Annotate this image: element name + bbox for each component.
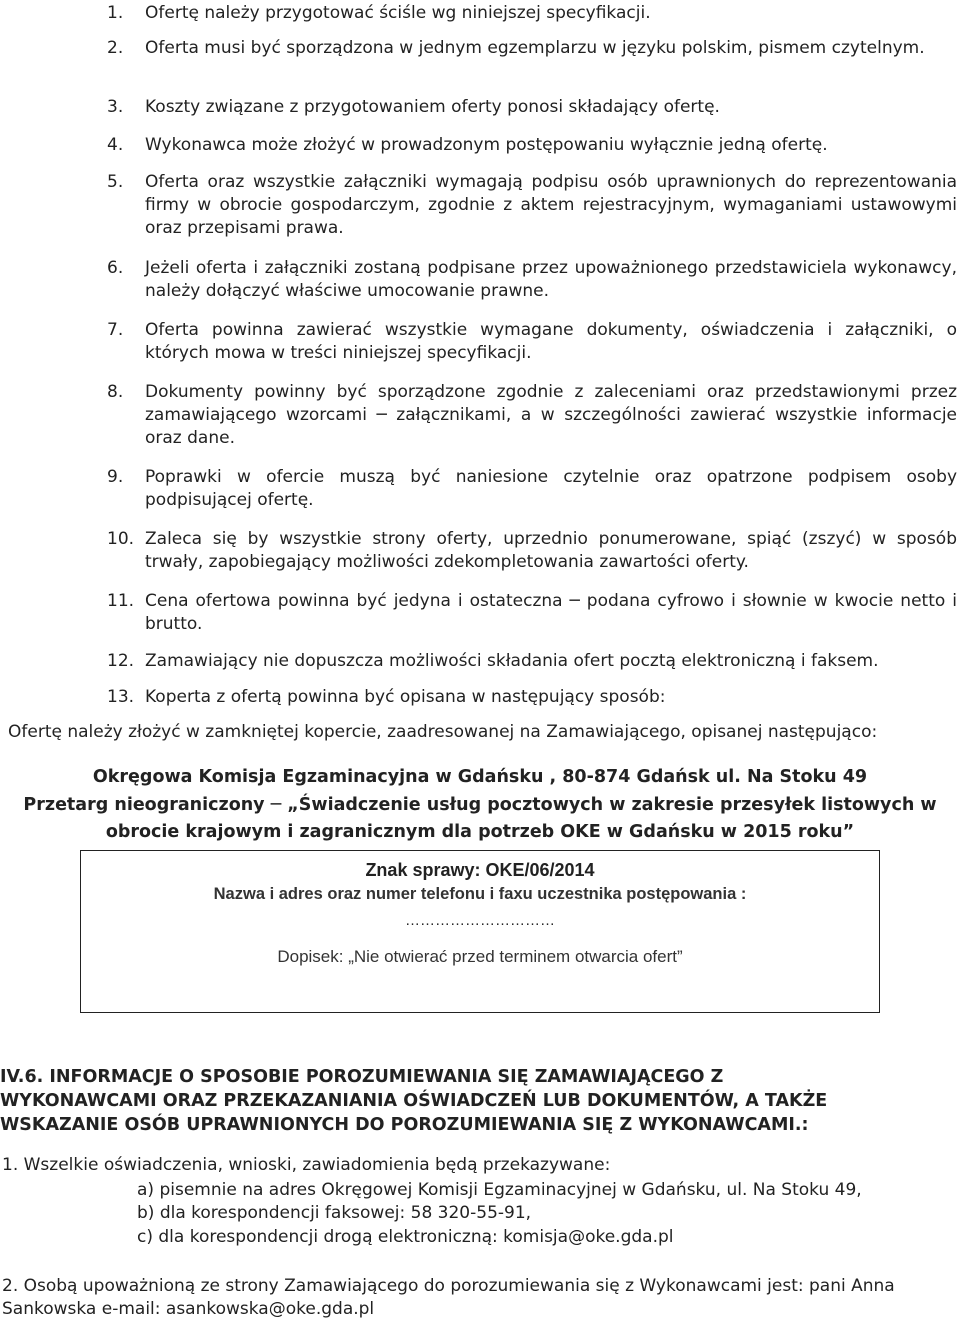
envelope-note: Dopisek: „Nie otwierać przed terminem otwarcia ofert” [277,947,683,966]
list-item [107,2,957,25]
address-line: Okręgowa Komisja Egzaminacyjna w Gdańsku , 80-874 Gdańsk ul. Na Stoku 49 [92,767,868,787]
list-item-number: 5. [107,172,124,192]
list-item-number: 2. [107,38,124,58]
list-item-number: 3. [107,97,124,117]
list-item [107,319,957,365]
section-heading: WYKONAWCAMI ORAZ PRZEKAZANIANIA OŚWIADCZEŃ LUB DOKUMENTÓW, A TAKŻE [0,1091,828,1111]
list-item-number: 7. [107,320,124,340]
list-item-text: Koszty związane z przygotowaniem oferty ponosi składający ofertę. [145,97,720,117]
list-item-text: Oferta oraz wszystkie załączniki wymagają podpisu osób uprawnionych do reprezentowania firmy w obrocie gospodarczym, zgodnie z aktem rejestracyjnym, wymaganiami ustawowymi oraz przepisami prawa. [145,172,957,238]
list-item [107,686,957,709]
list-item [107,650,957,673]
list-item-number: 6. [107,258,124,278]
list-item-text: Cena ofertowa powinna być jedyna i ostateczna ─ podana cyfrowo i słownie w kwocie netto i brutto. [145,591,957,634]
list-item-number: 12. [107,651,135,671]
list-item-number: 11. [107,591,135,611]
communication-item: a) pisemnie na adres Okręgowej Komisji Egzaminacyjnej w Gdańsku, ul. Na Stoku 49, [137,1180,862,1200]
list-item-text: Zaleca się by wszystkie strony oferty, uprzednio ponumerowane, spiąć (zszyć) w sposób trwały, zapobiegający możliwości zdekompletowania zawartości oferty. [145,529,957,572]
contact-person-paragraph: Sankowska e-mail: asankowska@oke.gda.pl [2,1299,375,1319]
list-item-number: 9. [107,467,124,487]
communication-item: c) dla korespondencji drogą elektroniczną: komisja@oke.gda.pl [137,1227,674,1247]
list-item-number: 4. [107,135,124,155]
tender-title-line: Przetarg nieograniczony ─ „Świadczenie usług pocztowych w zakresie przesyłek listowych w [23,795,937,815]
envelope-box [80,850,880,1013]
contact-person-paragraph: 2. Osobą upoważnioną ze strony Zamawiającego do porozumiewania się z Wykonawcami jest: pani Anna [2,1276,895,1296]
list-item [107,257,957,303]
list-item [107,590,957,636]
communication-paragraph: 1. Wszelkie oświadczenia, wnioski, zawiadomienia będą przekazywane: [2,1155,611,1175]
list-item-number: 8. [107,382,124,402]
list-item-number: 1. [107,3,124,23]
list-item-number: 10. [107,529,135,549]
list-item-text: Ofertę należy przygotować ściśle wg niniejszej specyfikacji. [145,3,651,23]
list-item-text: Oferta powinna zawierać wszystkie wymagane dokumenty, oświadczenia i załączniki, o których mowa w treści niniejszej specyfikacji. [145,320,957,363]
envelope-intro-paragraph: Ofertę należy złożyć w zamkniętej kopercie, zaadresowanej na Zamawiającego, opisanej następująco: [8,722,878,742]
section-heading: IV.6. INFORMACJE O SPOSOBIE POROZUMIEWANIA SIĘ ZAMAWIAJĄCEGO Z [0,1067,724,1087]
list-item-text: Wykonawca może złożyć w prowadzonym postępowaniu wyłącznie jedną ofertę. [145,135,828,155]
section-heading: WSKAZANIE OSÓB UPRAWNIONYCH DO POROZUMIEWANIA SIĘ Z WYKONAWCAMI.: [0,1115,809,1135]
list-item [107,96,957,119]
list-item [107,528,957,574]
list-item [107,171,957,240]
list-item-text: Dokumenty powinny być sporządzone zgodnie z zaleceniami oraz przedstawionymi przez zamawiającego wzorcami ─ załącznikami, a w szczególności zawierać wszystkie informacje oraz dane. [145,382,957,448]
list-item-text: Zamawiający nie dopuszcza możliwości składania ofert pocztą elektroniczną i faksem. [145,651,879,671]
tender-title-line: obrocie krajowym i zagranicznym dla potrzeb OKE w Gdańsku w 2015 roku” [105,822,855,842]
list-item [107,466,957,512]
list-item [107,381,957,450]
list-item-text: Koperta z ofertą powinna być opisana w następujący sposób: [145,687,666,707]
case-number: Znak sprawy: OKE/06/2014 [365,860,595,880]
list-item-text: Oferta musi być sporządzona w jednym egzemplarzu w języku polskim, pismem czytelnym. [145,38,925,58]
list-item-text: Jeżeli oferta i załączniki zostaną podpisane przez upoważnionego przedstawiciela wykonawcy, należy dołączyć właściwe umocowanie prawne. [145,258,957,301]
communication-item: b) dla korespondencji faksowej: 58 320-55-91, [137,1203,532,1223]
list-item-number: 13. [107,687,135,707]
bidder-name-label: Nazwa i adres oraz numer telefonu i faxu uczestnika postępowania : [213,885,747,903]
list-item [107,134,957,157]
list-item [107,37,957,60]
bidder-name-placeholder: ………………………… [405,912,555,929]
list-item-text: Poprawki w ofercie muszą być naniesione czytelnie oraz opatrzone podpisem osoby podpisującej ofertę. [145,467,957,510]
